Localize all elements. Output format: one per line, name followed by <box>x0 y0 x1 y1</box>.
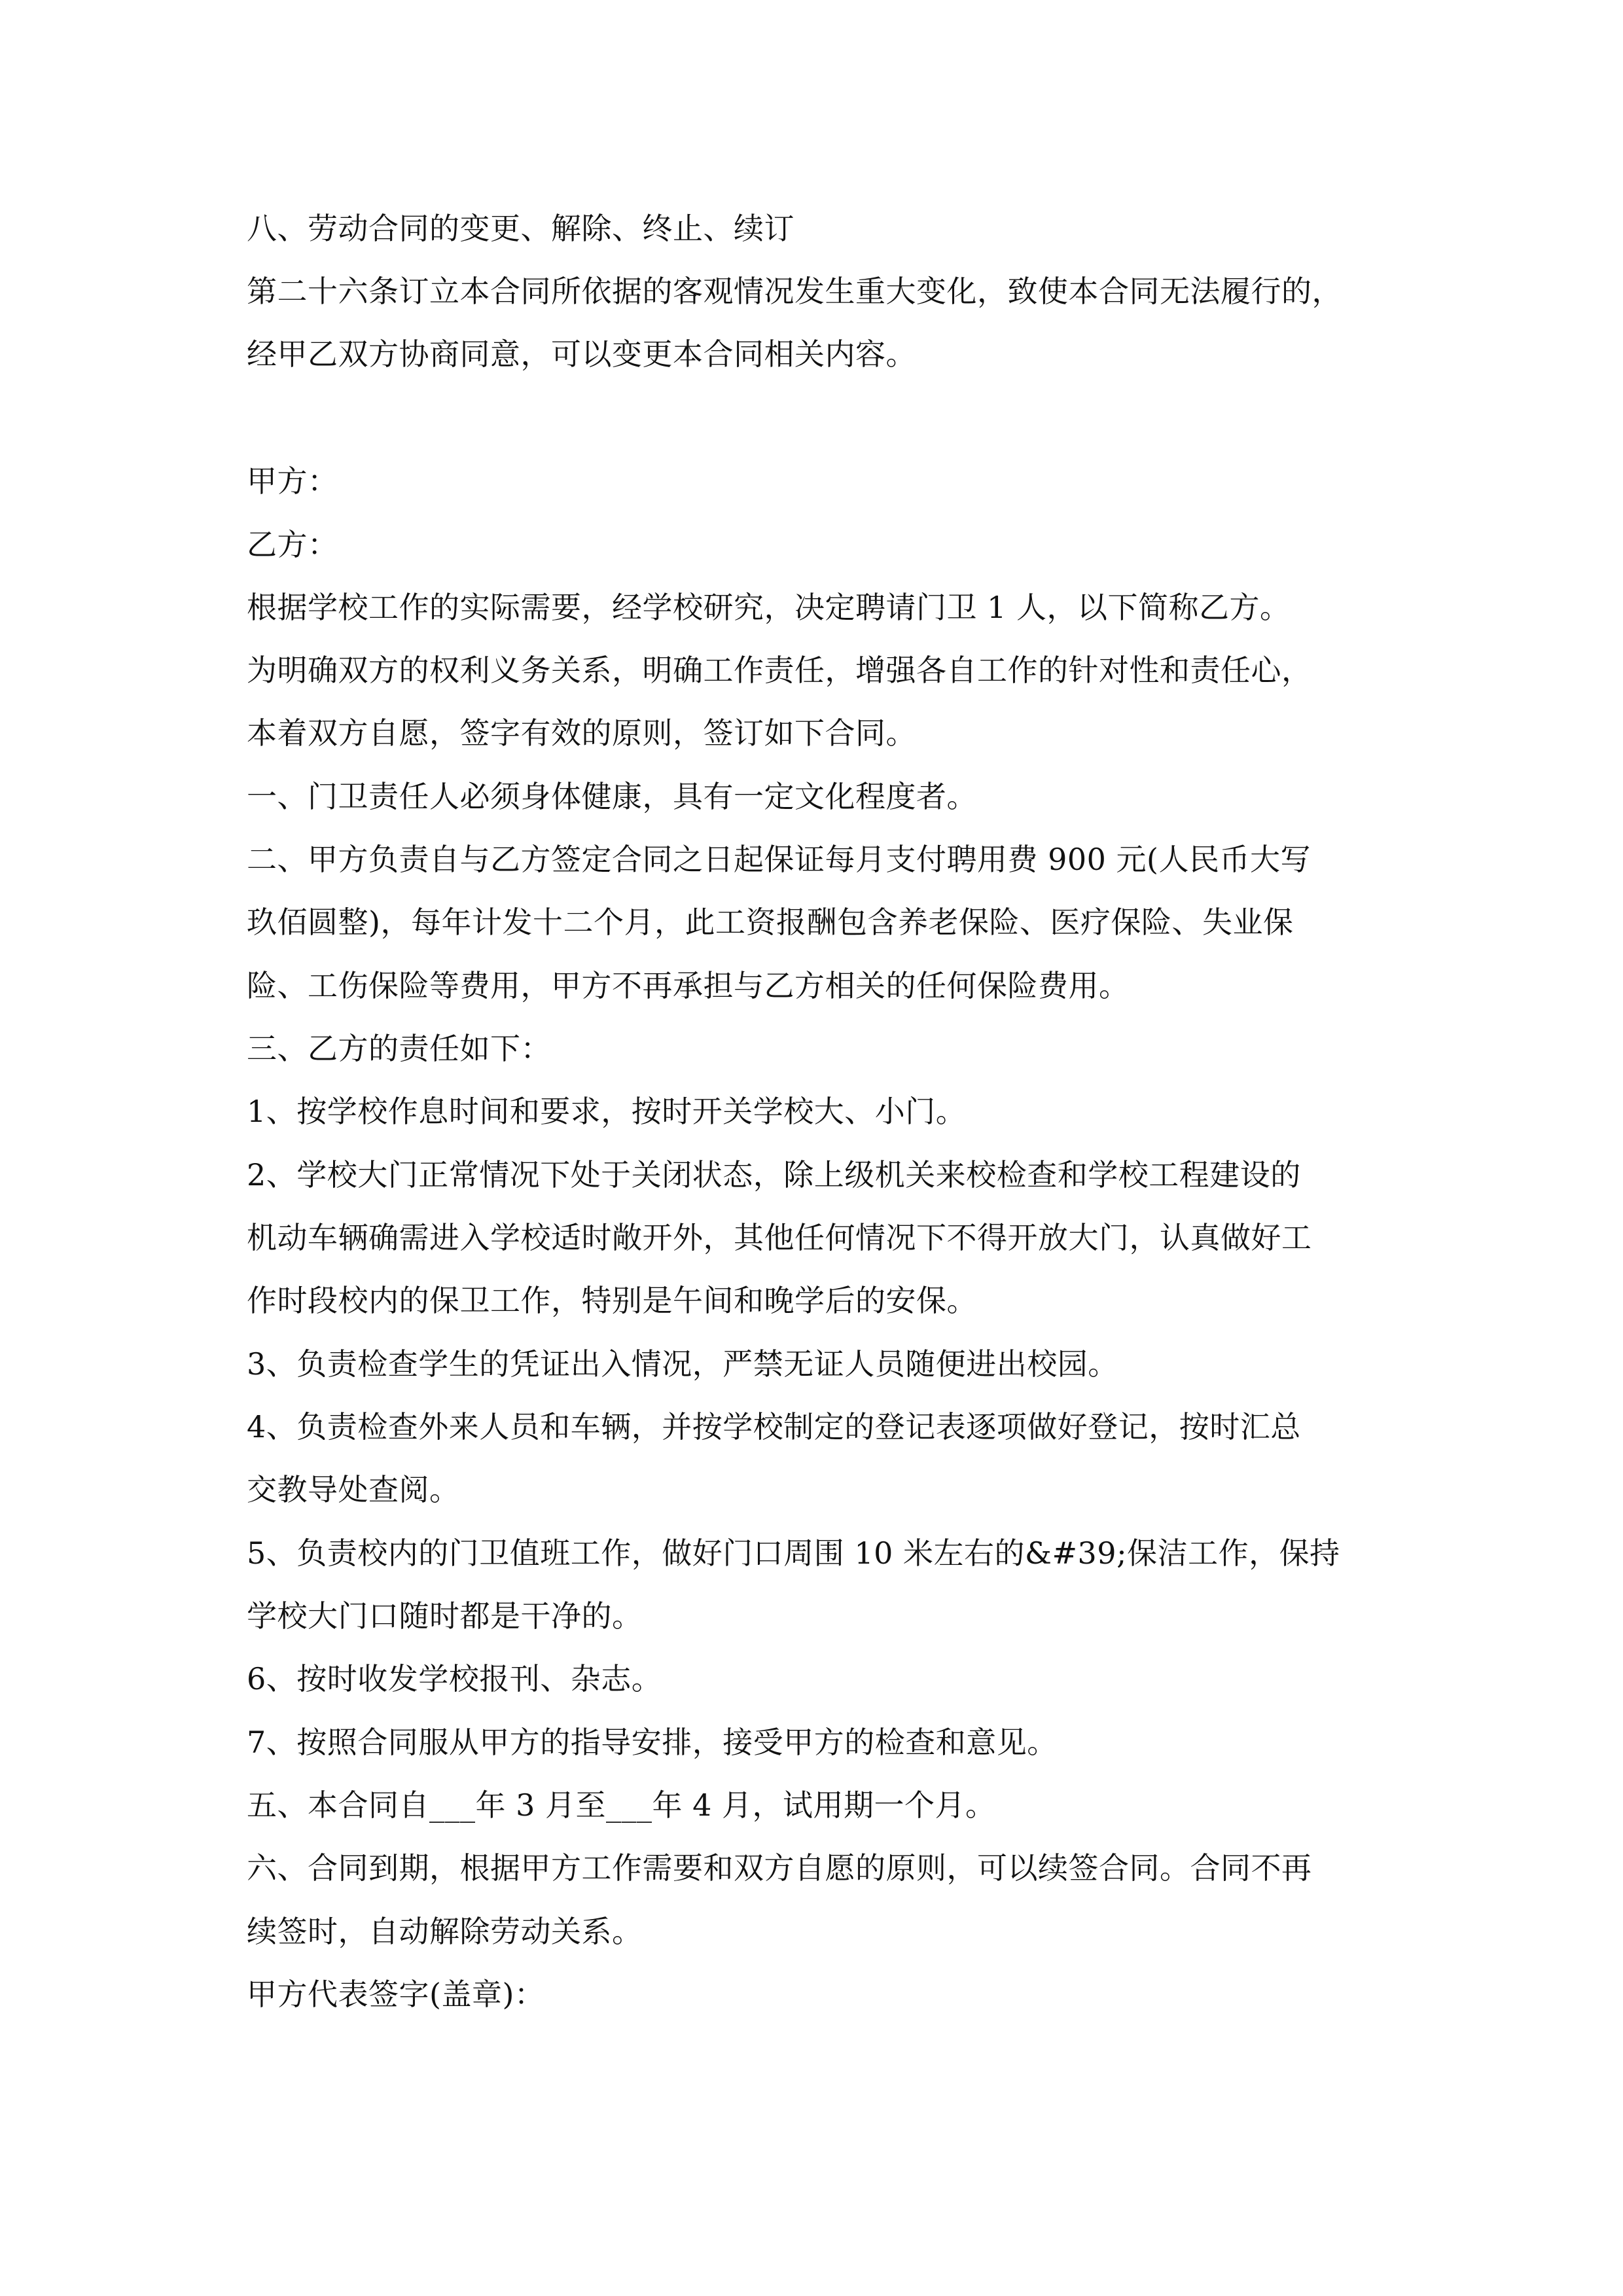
duty-5-line-1: 5、负责校内的门卫值班工作，做好门口周围 10 米左右的&#39;保洁工作，保持 <box>247 1535 1340 1571</box>
duty-2-line-1: 2、学校大门正常情况下处于关闭状态，除上级机关来校检查和学校工程建设的 <box>247 1157 1301 1193</box>
duty-4-line-2: 交教导处查阅。 <box>247 1472 460 1507</box>
intro-paragraph-line-1: 根据学校工作的实际需要，经学校研究，决定聘请门卫 1 人，以下简称乙方。 <box>247 590 1291 625</box>
article-26-line-2: 经甲乙双方协商同意，可以变更本合同相关内容。 <box>247 336 916 372</box>
duty-2-line-3: 作时段校内的保卫工作，特别是午间和晚学后的安保。 <box>247 1283 977 1318</box>
duty-2-line-2: 机动车辆确需进入学校适时敞开外，其他任何情况下不得开放大门，认真做好工 <box>247 1220 1312 1255</box>
clause-six-line-2: 续签时，自动解除劳动关系。 <box>247 1914 643 1949</box>
duty-6: 6、按时收发学校报刊、杂志。 <box>247 1661 662 1696</box>
clause-two-line-2: 玖佰圆整)，每年计发十二个月，此工资报酬包含养老保险、医疗保险、失业保 <box>247 905 1294 940</box>
party-a-label: 甲方： <box>247 463 338 499</box>
duty-4-line-1: 4、负责检查外来人员和车辆，并按学校制定的登记表逐项做好登记，按时汇总 <box>247 1409 1301 1444</box>
clause-two-line-3: 险、工伤保险等费用，甲方不再承担与乙方相关的任何保险费用。 <box>247 968 1130 1003</box>
section-heading-eight: 八、劳动合同的变更、解除、终止、续订 <box>247 211 794 246</box>
party-b-label: 乙方： <box>247 527 338 562</box>
clause-three-heading: 三、乙方的责任如下： <box>247 1031 551 1066</box>
clause-six-line-1: 六、合同到期，根据甲方工作需要和双方自愿的原则，可以续签合同。合同不再 <box>247 1850 1312 1886</box>
intro-paragraph-line-2: 为明确双方的权利义务关系，明确工作责任，增强各自工作的针对性和责任心， <box>247 653 1312 688</box>
duty-7: 7、按照合同服从甲方的指导安排，接受甲方的检查和意见。 <box>247 1725 1058 1760</box>
article-26-line-1: 第二十六条订立本合同所依据的客观情况发生重大变化，致使本合同无法履行的， <box>247 274 1342 309</box>
party-a-signature-label: 甲方代表签字(盖章)： <box>247 1977 545 2012</box>
clause-five: 五、本合同自___年 3 月至___年 4 月，试用期一个月。 <box>247 1787 996 1823</box>
duty-3: 3、负责检查学生的凭证出入情况，严禁无证人员随便进出校园。 <box>247 1346 1118 1382</box>
clause-two-line-1: 二、甲方负责自与乙方签定合同之日起保证每月支付聘用费 900 元(人民币大写 <box>247 842 1311 877</box>
duty-1: 1、按学校作息时间和要求，按时开关学校大、小门。 <box>247 1094 967 1129</box>
duty-5-line-2: 学校大门口随时都是干净的。 <box>247 1598 643 1634</box>
intro-paragraph-line-3: 本着双方自愿，签字有效的原则，签订如下合同。 <box>247 715 916 751</box>
clause-one: 一、门卫责任人必须身体健康，具有一定文化程度者。 <box>247 779 977 814</box>
